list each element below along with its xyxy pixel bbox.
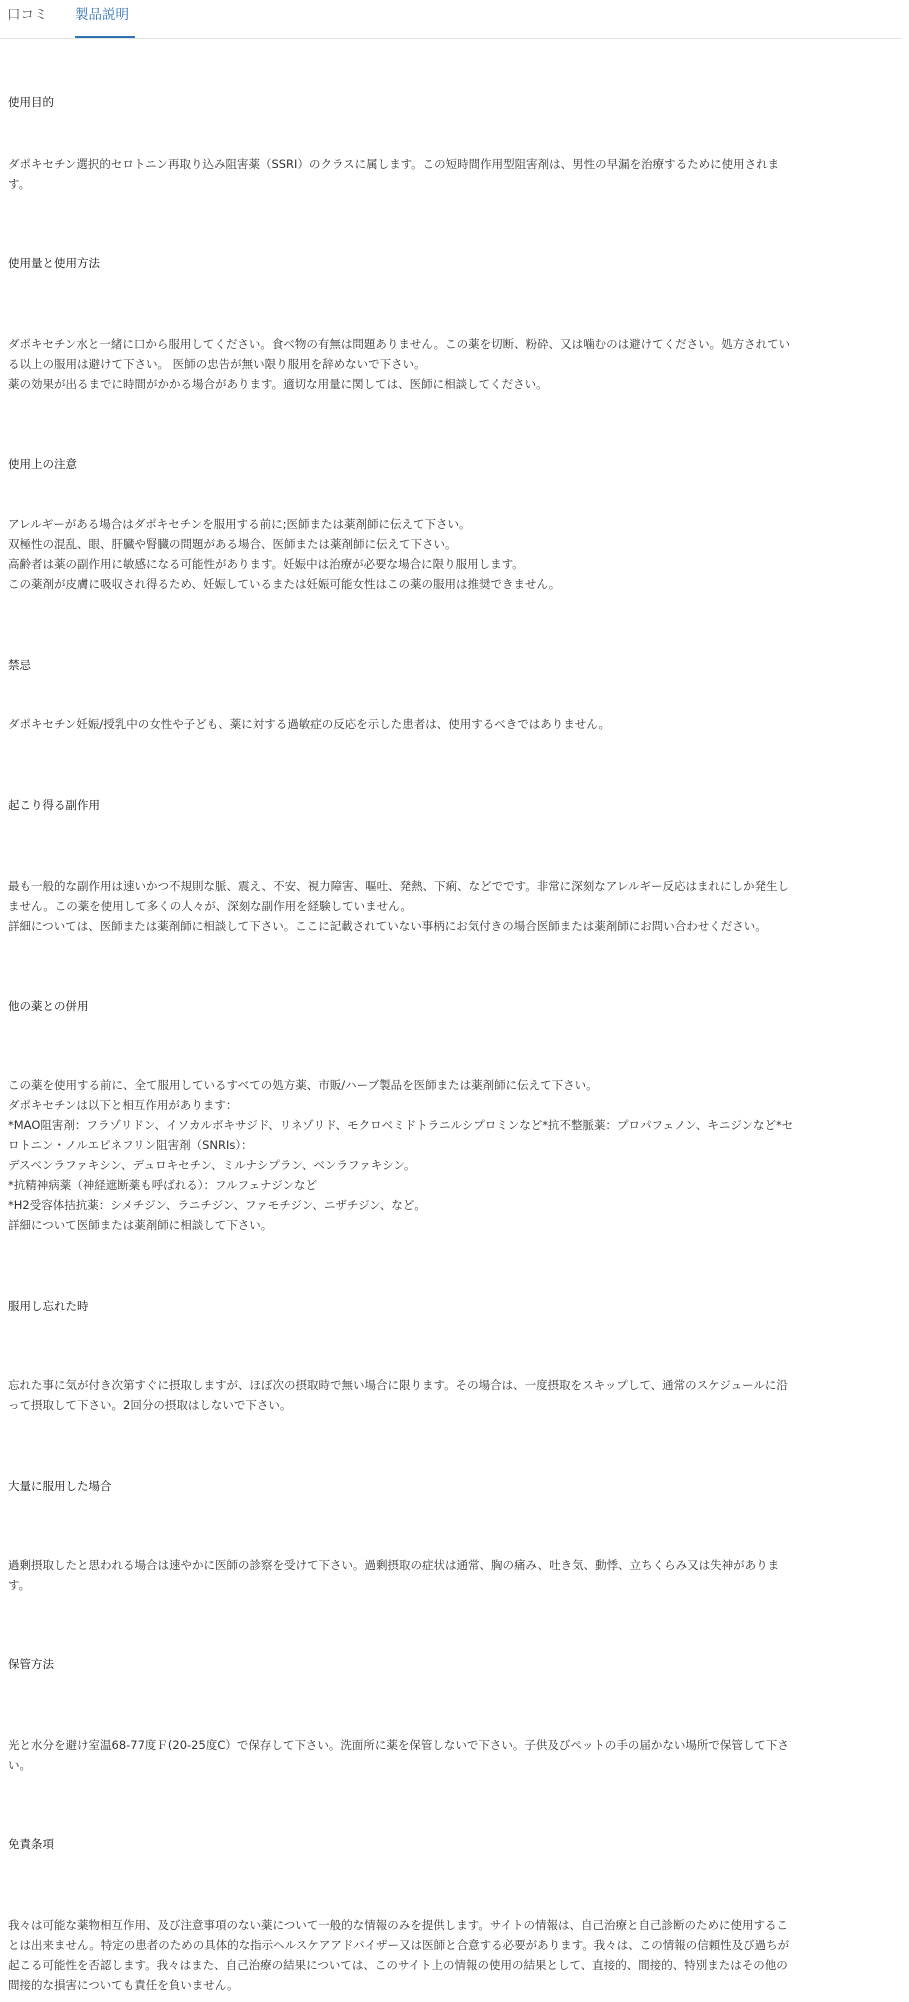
section-title-purpose: 使用目的	[8, 95, 54, 109]
text-line: ダポキセチン選択的セロトニン再取り込み阻害薬（SSRI）のクラスに属します。この短時間作用型阻害剤は、男性の早漏を治療するために使用されま	[8, 157, 780, 171]
text-line: 詳細については、医師または薬剤師に相談して下さい。ここに記載されていない事柄にお気付きの場合医師または薬剤師にお問い合わせください。	[8, 919, 767, 933]
section-body-missed-dose	[8, 1375, 900, 1415]
text-line: *H2受容体拮抗薬：シメチジン、ラニチジン、ファモチジン、ニザチジン、など。	[8, 1198, 426, 1212]
text-line: ダポキセチン妊娠/授乳中の女性や子ども、薬に対する過敏症の反応を示した患者は、使用するべきではありません。	[8, 717, 610, 731]
text-line: この薬を使用する前に、全て服用しているすべての処方薬、市販/ハーブ製品を医師または薬剤師に伝えて下さい。	[8, 1078, 598, 1092]
text-line: 起こる可能性を否認します。我々はまた、自己治療の結果については、このサイト上の情報の使用の結果として、直接的、間接的、特別またはその他の	[8, 1958, 788, 1972]
text-line: とは出来ません。特定の患者のための具体的な指示ヘルスケアアドバイザー又は医師と合意する必要があります。我々は、この情報の信頼性及び過ちが	[8, 1938, 790, 1952]
text-line: アレルギーがある場合はダポキセチンを服用する前に;医師または薬剤師に伝えて下さい。	[8, 517, 471, 531]
section-title-storage: 保管方法	[8, 1657, 54, 1671]
text-line: ロトニン・ノルエピネフリン阻害剤（SNRIs）：	[8, 1138, 253, 1152]
section-body-storage	[8, 1735, 900, 1775]
section-title-dosage: 使用量と使用方法	[8, 256, 100, 270]
section-title-precautions: 使用上の注意	[8, 457, 77, 471]
section-title-missed-dose: 服用し忘れた時	[8, 1299, 89, 1313]
text-line: 高齢者は薬の副作用に敏感になる可能性があります。妊娠中は治療が必要な場合に限り服用します。	[8, 557, 524, 571]
section-title-overdose: 大量に服用した場合	[8, 1479, 112, 1493]
tab-reviews[interactable]: 口コミ	[7, 7, 48, 23]
tab-bar	[0, 0, 902, 39]
text-line: 忘れた事に気が付き次第すぐに摂取しますが、ほぼ次の摂取時で無い場合に限ります。その場合は、一度摂取をスキップして、通常のスケジュールに沿	[8, 1378, 788, 1392]
section-body-contraindications	[8, 714, 900, 734]
section-title-interactions: 他の薬との併用	[8, 999, 89, 1013]
text-line: す。	[8, 177, 31, 191]
section-body-precautions	[8, 514, 900, 594]
text-line: って摂取して下さい。2回分の摂取はしないで下さい。	[8, 1398, 292, 1412]
text-line: 双極性の混乱、眼、肝臓や腎臓の問題がある場合、医師または薬剤師に伝えて下さい。	[8, 537, 457, 551]
text-line: す。	[8, 1578, 31, 1592]
text-line: 薬の効果が出るまでに時間がかかる場合があります。適切な用量に関しては、医師に相談してください。	[8, 377, 548, 391]
section-body-interactions	[8, 1075, 900, 1235]
active-tab-indicator	[75, 36, 135, 38]
text-line: *抗精神病薬（神経遮断薬も呼ばれる）：フルフェナジンなど	[8, 1178, 317, 1192]
section-title-contraindications: 禁忌	[8, 658, 31, 672]
text-line: 過剰摂取したと思われる場合は速やかに医師の診察を受けて下さい。過剰摂取の症状は通常、胸の痛み、吐き気、動悸、立ちくらみ又は失神がありま	[8, 1558, 780, 1572]
section-title-side-effects: 起こり得る副作用	[8, 798, 100, 812]
text-line: 最も一般的な副作用は速いかつ不規則な脈、震え、不安、視力障害、嘔吐、発熱、下痢、などでです。非常に深刻なアレルギー反応はまれにしか発生し	[8, 879, 790, 893]
section-body-overdose	[8, 1555, 900, 1595]
text-line: い。	[8, 1758, 31, 1772]
text-line: 我々は可能な薬物相互作用、及び注意事項のない薬について一般的な情報のみを提供します。サイトの情報は、自己治療と自己診断のために使用するこ	[8, 1918, 789, 1932]
section-title-disclaimer: 免責条項	[8, 1837, 54, 1851]
text-line: ません。この薬を使用して多くの人々が、深刻な副作用を経験していません。	[8, 899, 412, 913]
text-line: ダポキセチンは以下と相互作用があります：	[8, 1098, 238, 1112]
text-line: デスベンラファキシン、デュロキセチン、ミルナシプラン、ベンラファキシン。	[8, 1158, 416, 1172]
text-line: この薬剤が皮膚に吸収され得るため、妊娠しているまたは妊娠可能女性はこの薬の服用は推奨できません。	[8, 577, 561, 591]
section-body-purpose	[8, 154, 900, 194]
text-line: 詳細について医師または薬剤師に相談して下さい。	[8, 1218, 273, 1232]
text-line: *MAO阻害剤：フラゾリドン、イソカルボキサジド、リネゾリド、モクロベミドトラニルシプロミンなど*抗不整脈薬：プロパフェノン、キニジンなど*セ	[8, 1118, 794, 1132]
text-line: る以上の服用は避けて下さい。 医師の忠告が無い限り服用を辞めないで下さい。	[8, 357, 426, 371]
section-body-disclaimer	[8, 1915, 900, 1995]
text-line: 光と水分を避け室温68-77度Ｆ(20-25度C）で保存して下さい。洗面所に薬を保管しないで下さい。子供及びペットの手の届かない場所で保管して下さ	[8, 1738, 789, 1752]
text-line: 間接的な損害についても責任を負いません。	[8, 1978, 239, 1992]
text-line: ダポキセチン水と一緒に口から服用してください。食べ物の有無は問題ありません。この薬を切断、粉砕、又は噛むのは避けてください。処方されてい	[8, 337, 791, 351]
tab-product-description[interactable]: 製品説明	[75, 7, 129, 23]
section-body-dosage	[8, 334, 900, 394]
section-body-side-effects	[8, 876, 900, 936]
